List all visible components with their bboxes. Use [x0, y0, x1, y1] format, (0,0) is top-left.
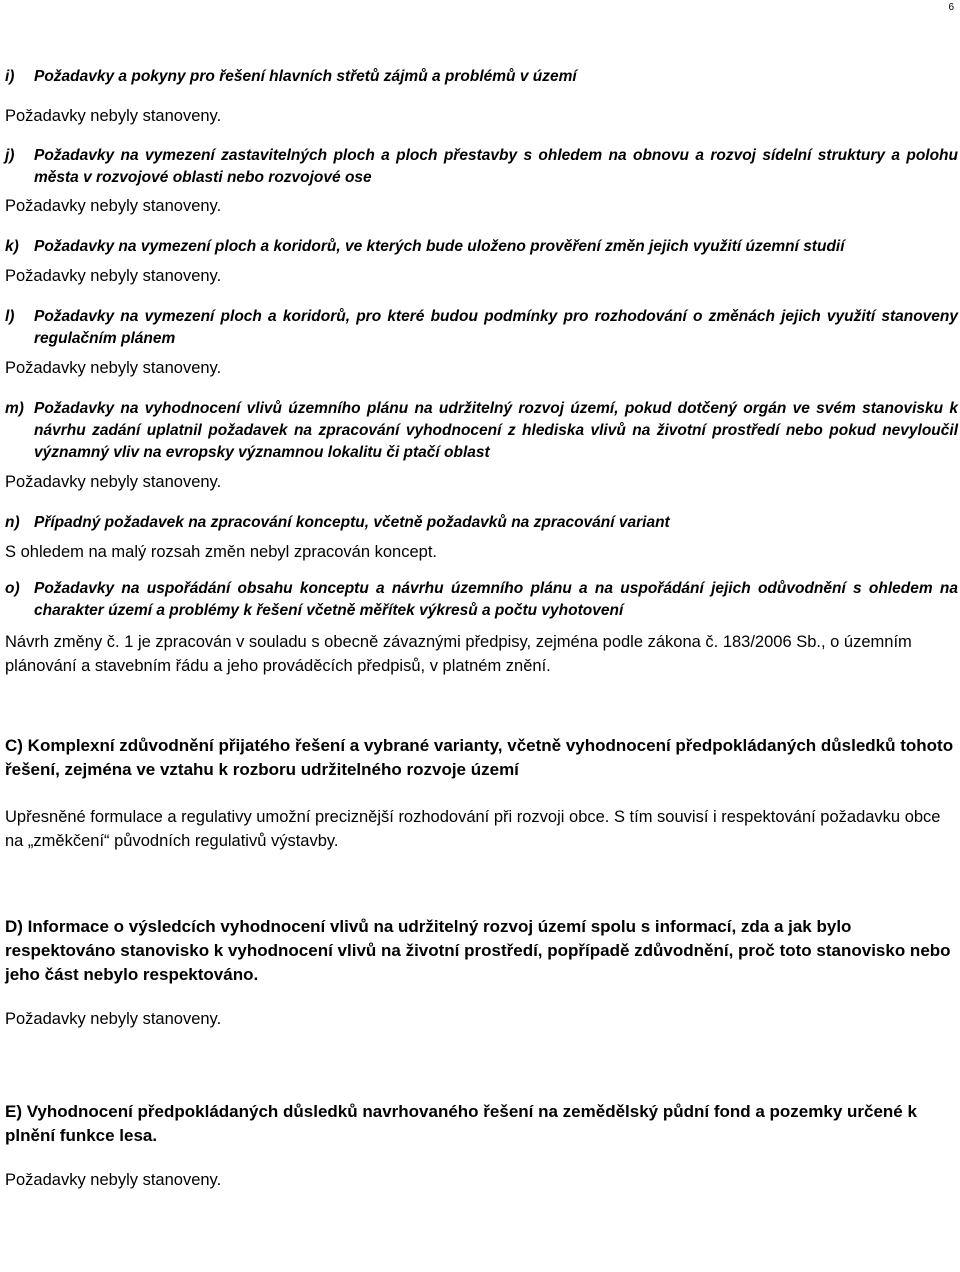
section-title-n: Případný požadavek na zpracování konceptu, včetně požadavků na zpracování variant [34, 514, 670, 531]
section-letter-j: j) [5, 147, 15, 164]
section-text-l: Požadavky nebyly stanoveny. [5, 359, 222, 377]
section-heading-i [5, 66, 958, 88]
section-text-c: Upřesněné formulace a regulativy umožní preciznější rozhodování při rozvoji obce. S tím souvisí i respektování požadavku obce na „změkčení“ původních regulativů výstavby. [5, 808, 941, 850]
section-text-j: Požadavky nebyly stanoveny. [5, 197, 222, 215]
section-heading-m [5, 398, 958, 464]
section-heading-e: E) Vyhodnocení předpokládaných důsledků navrhovaného řešení na zemědělský půdní fond a pozemky určené k plnění funkce lesa. [5, 1102, 917, 1145]
document-body [5, 66, 958, 1192]
section-text-m: Požadavky nebyly stanoveny. [5, 473, 222, 491]
section-letter-k: k) [5, 238, 19, 255]
section-title-m: Požadavky na vyhodnocení vlivů územního plánu na udržitelný rozvoj území, pokud dotčený orgán ve svém stanovisku k návrhu zadání uplatnil požadavek na zpracování vyhodnocení z hlediska vlivů na životní prostředí nebo pokud nevyloučil významný vliv na evropsky významnou lokalitu či ptačí oblast [34, 400, 958, 461]
section-title-j: Požadavky na vymezení zastavitelných ploch a ploch přestavby s ohledem na obnovu a rozvoj sídelní struktury a polohu města v rozvojové oblasti nebo rozvojové ose [34, 147, 958, 186]
section-heading-o [5, 578, 958, 622]
section-title-o: Požadavky na uspořádání obsahu konceptu a návrhu územního plánu a na uspořádání jejich odůvodnění s ohledem na charakter území a problémy k řešení včetně měřítek výkresů a počtu vyhotovení [34, 580, 958, 619]
section-text-e: Požadavky nebyly stanoveny. [5, 1171, 222, 1189]
section-text-d: Požadavky nebyly stanoveny. [5, 1010, 222, 1028]
section-letter-o: o) [5, 580, 20, 597]
page-number: 6 [948, 2, 954, 13]
section-heading-c: C) Komplexní zdůvodnění přijatého řešení a vybrané varianty, včetně vyhodnocení předpokládaných důsledků tohoto řešení, zejména ve vztahu k rozboru udržitelného rozvoje území [5, 736, 954, 779]
section-heading-l [5, 306, 958, 350]
section-heading-d: D) Informace o výsledcích vyhodnocení vlivů na udržitelný rozvoj území spolu s informací, zda a jak bylo respektováno stanovisko k vyhodnocení vlivů na životní prostředí, popřípadě zdůvodnění, proč toto stanovisko nebo jeho část nebylo respektováno. [5, 917, 951, 984]
section-letter-i: i) [5, 68, 15, 85]
section-letter-n: n) [5, 514, 20, 531]
section-title-i: Požadavky a pokyny pro řešení hlavních střetů zájmů a problémů v území [34, 68, 577, 85]
section-heading-n [5, 512, 958, 534]
section-heading-j [5, 145, 958, 189]
section-text-k: Požadavky nebyly stanoveny. [5, 267, 222, 285]
section-letter-l: l) [5, 308, 15, 325]
section-text-o: Návrh změny č. 1 je zpracován v souladu s obecně závaznými předpisy, zejména podle zákona č. 183/2006 Sb., o územním plánování a stavebním řádu a jeho prováděcích předpisů, v platném znění. [5, 633, 912, 675]
section-text-i: Požadavky nebyly stanoveny. [5, 107, 222, 125]
section-letter-m: m) [5, 400, 24, 417]
section-heading-k [5, 236, 958, 258]
section-title-l: Požadavky na vymezení ploch a koridorů, pro které budou podmínky pro rozhodování o změnách jejich využití stanoveny regulačním plánem [34, 308, 958, 347]
section-text-n: S ohledem na malý rozsah změn nebyl zpracován koncept. [5, 543, 437, 561]
section-title-k: Požadavky na vymezení ploch a koridorů, ve kterých bude uloženo prověření změn jejich využití územní studií [34, 238, 845, 255]
